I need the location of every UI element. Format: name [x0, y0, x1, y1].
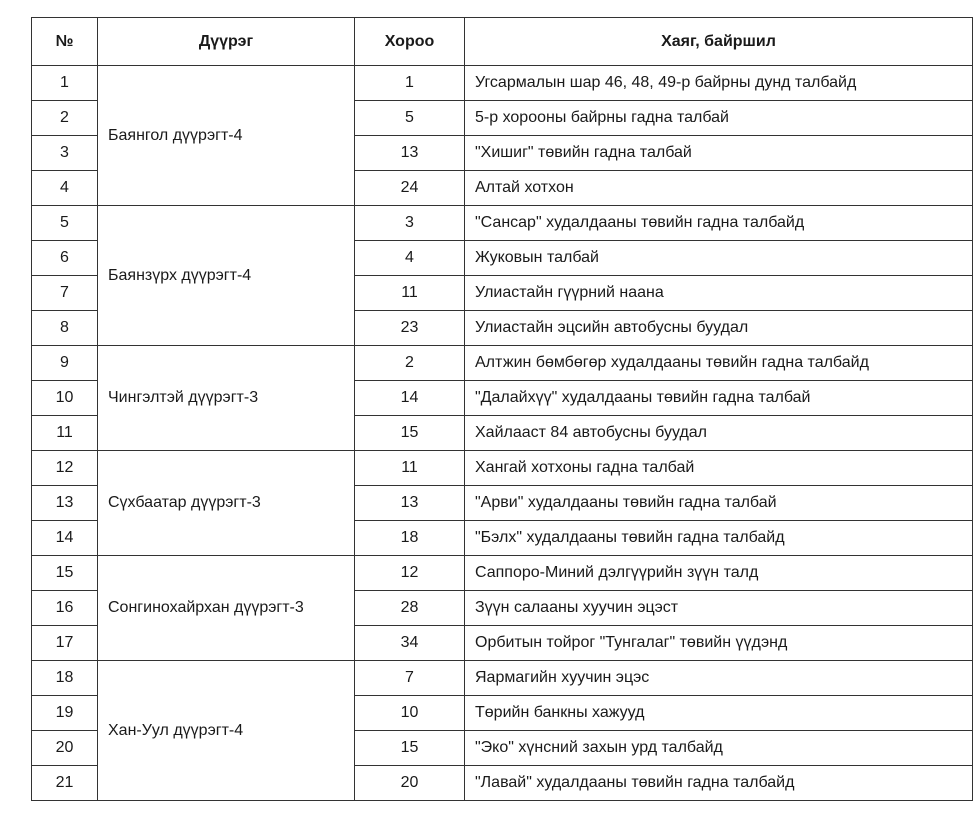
address-cell: Саппоро-Миний дэлгүүрийн зүүн талд: [465, 556, 973, 591]
district-cell: Хан-Уул дүүрэгт-4: [98, 661, 355, 801]
district-cell: Баянгол дүүрэгт-4: [98, 66, 355, 206]
row-number: 19: [32, 696, 98, 731]
khoroo-cell: 12: [355, 556, 465, 591]
row-number: 14: [32, 521, 98, 556]
row-number: 7: [32, 276, 98, 311]
khoroo-cell: 15: [355, 731, 465, 766]
row-number: 21: [32, 766, 98, 801]
row-number: 2: [32, 101, 98, 136]
address-cell: Хангай хотхоны гадна талбай: [465, 451, 973, 486]
address-cell: Хайлааст 84 автобусны буудал: [465, 416, 973, 451]
address-cell: Улиастайн гүүрний наана: [465, 276, 973, 311]
khoroo-cell: 2: [355, 346, 465, 381]
row-number: 3: [32, 136, 98, 171]
address-cell: Зүүн салааны хуучин эцэст: [465, 591, 973, 626]
row-number: 1: [32, 66, 98, 101]
address-cell: "Сансар" худалдааны төвийн гадна талбайд: [465, 206, 973, 241]
table-row: [32, 556, 973, 591]
district-cell: Чингэлтэй дүүрэгт-3: [98, 346, 355, 451]
address-cell: "Арви" худалдааны төвийн гадна талбай: [465, 486, 973, 521]
khoroo-cell: 11: [355, 451, 465, 486]
khoroo-cell: 13: [355, 486, 465, 521]
address-cell: "Лавай" худалдааны төвийн гадна талбайд: [465, 766, 973, 801]
address-cell: Орбитын тойрог "Тунгалаг" төвийн үүдэнд: [465, 626, 973, 661]
row-number: 20: [32, 731, 98, 766]
khoroo-cell: 3: [355, 206, 465, 241]
header-district: Дүүрэг: [98, 18, 355, 66]
district-cell: Сонгинохайрхан дүүрэгт-3: [98, 556, 355, 661]
table-row: [32, 206, 973, 241]
row-number: 13: [32, 486, 98, 521]
header-address: Хаяг, байршил: [465, 18, 973, 66]
table-header-row: [32, 18, 973, 66]
khoroo-cell: 23: [355, 311, 465, 346]
row-number: 11: [32, 416, 98, 451]
address-cell: Алтжин бөмбөгөр худалдааны төвийн гадна талбайд: [465, 346, 973, 381]
address-cell: Төрийн банкны хажууд: [465, 696, 973, 731]
header-khoroo: Хороо: [355, 18, 465, 66]
address-cell: Улиастайн эцсийн автобусны буудал: [465, 311, 973, 346]
address-cell: Яармагийн хуучин эцэс: [465, 661, 973, 696]
row-number: 6: [32, 241, 98, 276]
address-cell: "Далайхүү" худалдааны төвийн гадна талбай: [465, 381, 973, 416]
row-number: 9: [32, 346, 98, 381]
address-cell: "Бэлх" худалдааны төвийн гадна талбайд: [465, 521, 973, 556]
table-row: [32, 66, 973, 101]
khoroo-cell: 1: [355, 66, 465, 101]
district-cell: Сүхбаатар дүүрэгт-3: [98, 451, 355, 556]
address-cell: Жуковын талбай: [465, 241, 973, 276]
row-number: 10: [32, 381, 98, 416]
khoroo-cell: 15: [355, 416, 465, 451]
khoroo-cell: 24: [355, 171, 465, 206]
khoroo-cell: 20: [355, 766, 465, 801]
address-cell: "Хишиг" төвийн гадна талбай: [465, 136, 973, 171]
khoroo-cell: 13: [355, 136, 465, 171]
khoroo-cell: 34: [355, 626, 465, 661]
khoroo-cell: 10: [355, 696, 465, 731]
row-number: 18: [32, 661, 98, 696]
khoroo-cell: 5: [355, 101, 465, 136]
locations-table: [31, 17, 973, 801]
address-cell: 5-р хорооны байрны гадна талбай: [465, 101, 973, 136]
table-row: [32, 346, 973, 381]
header-number: №: [32, 18, 98, 66]
khoroo-cell: 11: [355, 276, 465, 311]
table-body: [32, 66, 973, 801]
khoroo-cell: 18: [355, 521, 465, 556]
address-cell: "Эко" хүнсний захын урд талбайд: [465, 731, 973, 766]
table-row: [32, 451, 973, 486]
row-number: 12: [32, 451, 98, 486]
khoroo-cell: 28: [355, 591, 465, 626]
khoroo-cell: 14: [355, 381, 465, 416]
khoroo-cell: 7: [355, 661, 465, 696]
address-cell: Алтай хотхон: [465, 171, 973, 206]
row-number: 17: [32, 626, 98, 661]
table-row: [32, 661, 973, 696]
row-number: 15: [32, 556, 98, 591]
khoroo-cell: 4: [355, 241, 465, 276]
address-cell: Угсармалын шар 46, 48, 49-р байрны дунд талбайд: [465, 66, 973, 101]
district-cell: Баянзүрх дүүрэгт-4: [98, 206, 355, 346]
locations-table-container: [31, 17, 972, 801]
row-number: 4: [32, 171, 98, 206]
row-number: 5: [32, 206, 98, 241]
row-number: 16: [32, 591, 98, 626]
row-number: 8: [32, 311, 98, 346]
